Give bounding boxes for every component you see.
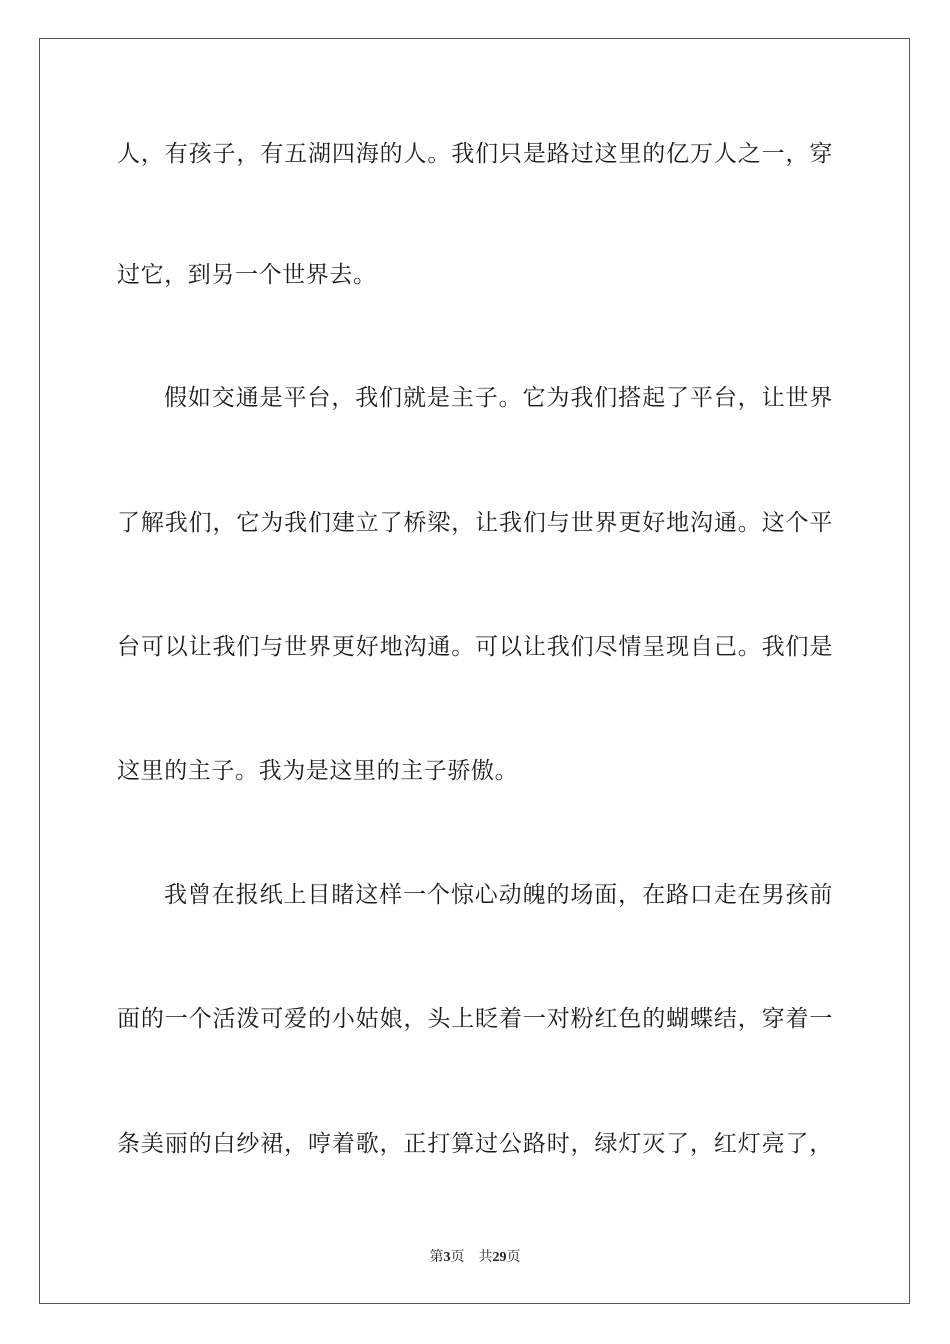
text-line-5: 台可以让我们与世界更好地沟通。可以让我们尽情呈现自己。我们是 bbox=[117, 634, 833, 660]
footer-total-prefix: 共 bbox=[478, 1249, 493, 1265]
page-border bbox=[39, 38, 910, 1304]
footer-page-current: 3 bbox=[443, 1250, 451, 1265]
footer-total-unit: 页 bbox=[506, 1249, 521, 1265]
text-line-7: 我曾在报纸上目睹这样一个惊心动魄的场面，在路口走在男孩前 bbox=[164, 882, 833, 908]
text-line-8: 面的一个活泼可爱的小姑娘，头上眨着一对粉红色的蝴蝶结，穿着一 bbox=[117, 1006, 833, 1032]
footer-page-prefix: 第 bbox=[429, 1249, 444, 1265]
page-footer bbox=[0, 1246, 950, 1266]
text-line-6: 这里的主子。我为是这里的主子骄傲。 bbox=[117, 758, 519, 784]
text-line-1: 人，有孩子，有五湖四海的人。我们只是路过这里的亿万人之一，穿 bbox=[117, 141, 833, 167]
text-line-4: 了解我们，它为我们建立了桥梁，让我们与世界更好地沟通。这个平 bbox=[117, 510, 833, 536]
footer-page-total: 29 bbox=[492, 1250, 507, 1265]
footer-page-unit: 页 bbox=[450, 1249, 465, 1265]
text-line-9: 条美丽的白纱裙，哼着歌，正打算过公路时，绿灯灭了，红灯亮了， bbox=[117, 1131, 833, 1157]
text-line-2: 过它，到另一个世界去。 bbox=[117, 262, 377, 288]
text-line-3: 假如交通是平台，我们就是主子。它为我们搭起了平台，让世界 bbox=[164, 385, 833, 411]
